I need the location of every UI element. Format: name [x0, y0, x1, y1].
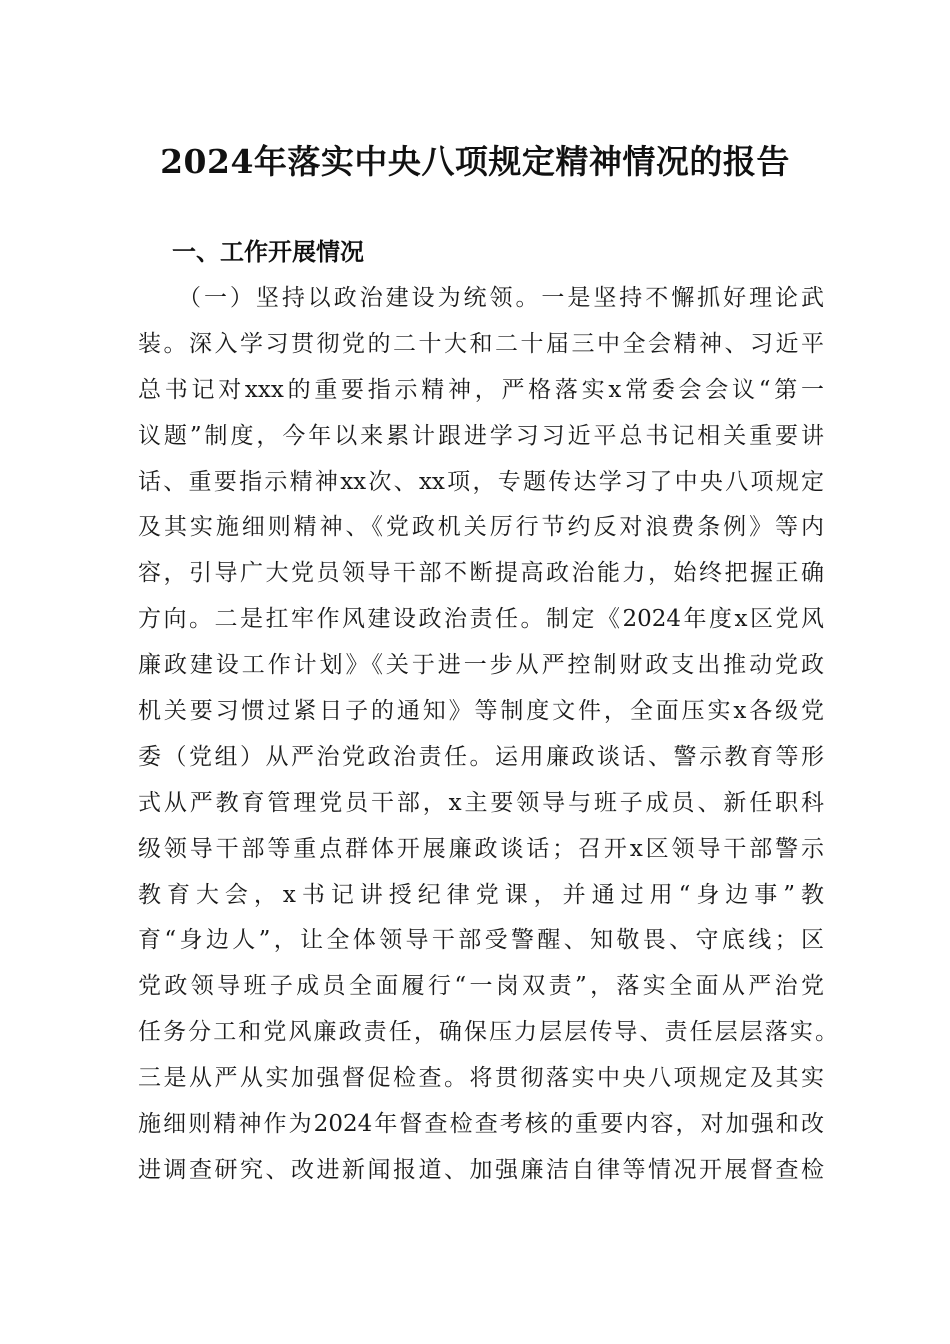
document-title: 2024年落实中央八项规定精神情况的报告 — [160, 142, 790, 181]
paragraph-line: 总书记对xxx的重要指示精神，严格落实x常委会会议“第一 — [138, 376, 824, 403]
paragraph-line: 容，引导广大党员领导干部不断提高政治能力，始终把握正确 — [138, 560, 824, 587]
paragraph-line: 级领导干部等重点群体开展廉政谈话；召开x区领导干部警示 — [138, 835, 824, 862]
paragraph-line: （一）坚持以政治建设为统领。一是坚持不懈抓好理论武 — [178, 285, 824, 311]
paragraph-line: 委（党组）从严治党政治责任。运用廉政谈话、警示教育等形 — [138, 743, 824, 770]
paragraph-line: 进调查研究、改进新闻报道、加强廉洁自律等情况开展督查检 — [138, 1156, 824, 1183]
paragraph-line: 三是从严从实加强督促检查。将贯彻落实中央八项规定及其实 — [138, 1065, 824, 1092]
body-paragraph — [138, 276, 838, 1194]
paragraph-line: 廉政建设工作计划》《关于进一步从严控制财政支出推动党政 — [138, 652, 824, 679]
paragraph-line: 施细则精神作为2024年督查检查考核的重要内容，对加强和改 — [138, 1111, 824, 1138]
paragraph-line: 方向。二是扛牢作风建设政治责任。制定《2024年度x区党风 — [138, 606, 824, 633]
paragraph-line: 装。深入学习贯彻党的二十大和二十届三中全会精神、习近平 — [138, 330, 824, 357]
paragraph-line: 及其实施细则精神、《党政机关厉行节约反对浪费条例》等内 — [138, 514, 824, 541]
paragraph-line: 机关要习惯过紧日子的通知》等制度文件，全面压实x各级党 — [138, 698, 824, 725]
paragraph-line: 议题”制度，今年以来累计跟进学习习近平总书记相关重要讲 — [138, 422, 824, 449]
paragraph-line: 育“身边人”，让全体领导干部受警醒、知敬畏、守底线；区 — [138, 927, 824, 954]
section-heading: 一、工作开展情况 — [172, 238, 364, 266]
paragraph-line: 党政领导班子成员全面履行“一岗双责”，落实全面从严治党 — [138, 973, 824, 1000]
paragraph-line: 话、重要指示精神xx次、xx项，专题传达学习了中央八项规定 — [138, 468, 824, 495]
paragraph-line: 任务分工和党风廉政责任，确保压力层层传导、责任层层落实。 — [138, 1019, 838, 1046]
paragraph-line: 式从严教育管理党员干部，x主要领导与班子成员、新任职科 — [138, 789, 824, 816]
paragraph-line: 教育大会，x书记讲授纪律党课，并通过用“身边事”教 — [138, 881, 824, 908]
